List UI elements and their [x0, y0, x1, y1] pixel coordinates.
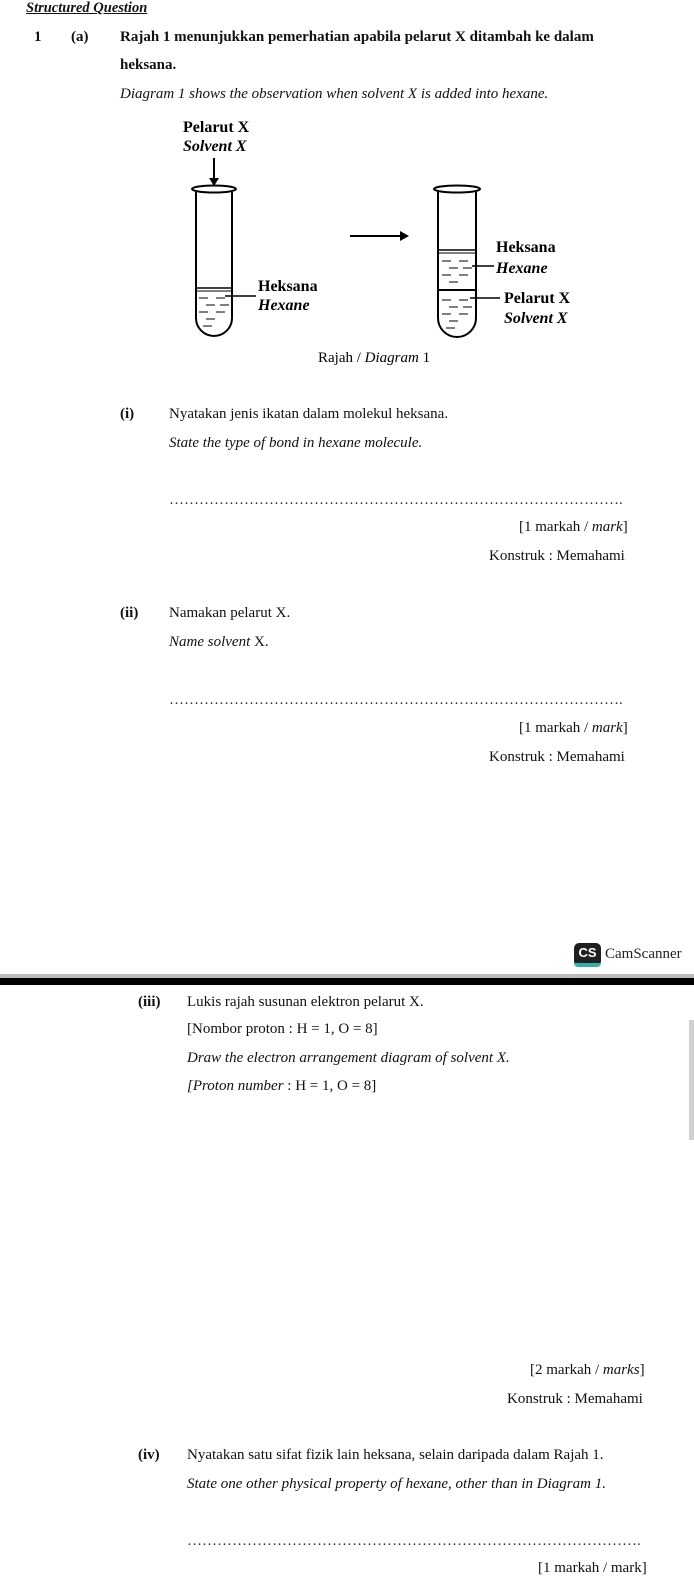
sub-ii-question-ms: Namakan pelarut X.: [169, 605, 291, 621]
sub-iii-construct: Konstruk : Memahami: [507, 1391, 643, 1407]
section-title: Structured Question: [26, 0, 148, 16]
diagram-caption: Rajah / Diagram 1: [318, 350, 431, 366]
sub-i-marks: [1 markah / mark]: [519, 519, 628, 535]
sub-iii-proton-en: [Proton number : H = 1, O = 8]: [187, 1078, 377, 1094]
sub-i-question-en: State the type of bond in hexane molecule.: [169, 435, 423, 451]
right-lower-label-en: Solvent X: [504, 310, 568, 327]
sub-iii-marks: [2 markah / marks]: [530, 1362, 645, 1378]
camscanner-brand: CamScanner: [605, 946, 682, 962]
sub-ii-answer-line[interactable]: ……………………………………………………………………………….: [169, 692, 623, 708]
down-arrow-icon: [209, 158, 219, 186]
sub-iv-question-ms: Nyatakan satu sifat fizik lain heksana, selain daripada dalam Rajah 1.: [187, 1447, 604, 1463]
sub-iii-number: (iii): [138, 994, 161, 1010]
question-intro-ms-line1: Rajah 1 menunjukkan pemerhatian apabila pelarut X ditambah ke dalam: [120, 29, 594, 45]
question-number: 1: [34, 29, 42, 45]
sub-i-answer-line[interactable]: ……………………………………………………………………………….: [169, 492, 623, 508]
question-part: (a): [71, 29, 89, 45]
sub-iv-marks-partial: [1 markah / mark]: [538, 1560, 647, 1576]
diagram-top-label-en: Solvent X: [183, 138, 247, 155]
sub-i-construct: Konstruk : Memahami: [489, 548, 625, 564]
left-label-en: Hexane: [258, 297, 310, 314]
sub-iii-question-ms: Lukis rajah susunan elektron pelarut X.: [187, 994, 424, 1010]
diagram-test-tubes: [0, 110, 694, 380]
camscanner-logo-bar: [574, 963, 601, 967]
sub-ii-question-en: Name solvent X.: [169, 634, 269, 650]
question-intro-ms-line2: heksana.: [120, 57, 177, 73]
right-test-tube: [434, 186, 500, 338]
right-arrow-icon: [350, 231, 409, 241]
sub-iv-number: (iv): [138, 1447, 160, 1463]
sub-iii-question-en: Draw the electron arrangement diagram of solvent X.: [187, 1050, 510, 1066]
right-upper-label-ms: Heksana: [496, 239, 556, 256]
page-edge-scrollbar: [689, 1020, 694, 1140]
sub-ii-marks: [1 markah / mark]: [519, 720, 628, 736]
sub-i-question-ms: Nyatakan jenis ikatan dalam molekul heksana.: [169, 406, 449, 422]
sub-iv-answer-line[interactable]: ……………………………………………………………………………….: [187, 1533, 641, 1549]
right-upper-label-en: Hexane: [496, 260, 548, 277]
page-divider: [0, 978, 694, 985]
right-lower-label-ms: Pelarut X: [504, 290, 571, 307]
sub-ii-number: (ii): [120, 605, 139, 621]
camscanner-logo-icon: CS: [574, 943, 601, 966]
sub-i-number: (i): [120, 406, 135, 422]
left-test-tube: [192, 186, 256, 337]
question-intro-en: Diagram 1 shows the observation when solvent X is added into hexane.: [120, 86, 549, 102]
left-label-ms: Heksana: [258, 278, 318, 295]
sub-ii-construct: Konstruk : Memahami: [489, 749, 625, 765]
sub-iii-proton-ms: [Nombor proton : H = 1, O = 8]: [187, 1021, 378, 1037]
sub-iv-question-en: State one other physical property of hexane, other than in Diagram 1.: [187, 1476, 606, 1492]
diagram-top-label-ms: Pelarut X: [183, 119, 250, 136]
